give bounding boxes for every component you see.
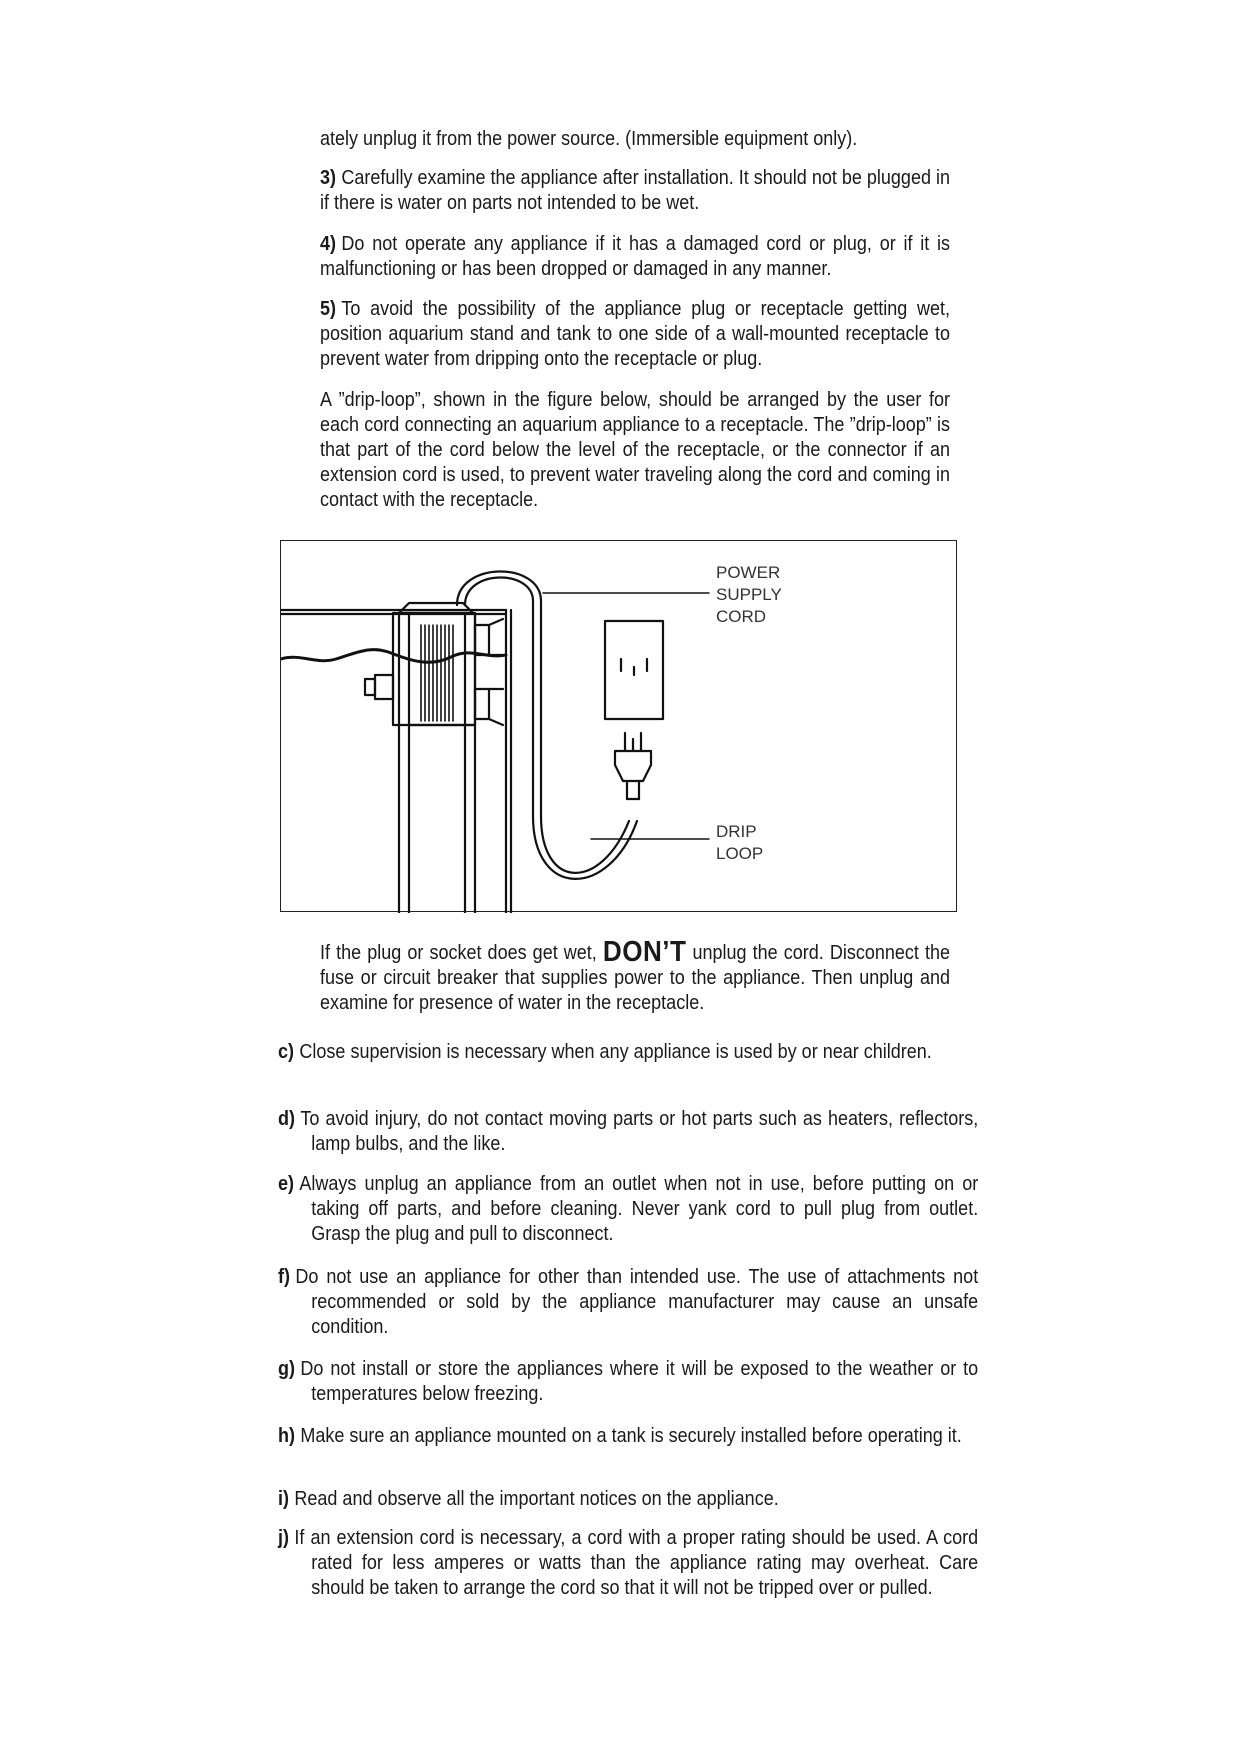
item-label: c) [278,1041,295,1063]
safety-item-f [278,1265,978,1340]
item-label: i) [278,1488,289,1510]
item-label: d) [278,1108,296,1130]
filter-grille [421,625,453,721]
item-text: Do not install or store the appliances where it will be exposed to the weather or to temperatures below freezing. [300,1358,979,1405]
safety-item-e [278,1172,978,1247]
wet-socket-paragraph: If the plug or socket does get wet, DON’T unplug the cord. Disconnect the fuse or circuit breaker that supplies power to the appliance. Then unplug and examine for presence of water in the receptacle. [320,936,951,1014]
item-label: f) [278,1266,290,1288]
item-text: Carefully examine the appliance after installation. It should not be plugged in if there is water on parts not intended to be wet. [320,167,950,214]
power-supply-cord-label: POWER SUPPLY CORD [716,563,782,626]
item-label: j) [278,1527,289,1549]
plug [615,733,651,799]
filter-appliance [365,603,503,913]
safety-item-h [278,1424,978,1449]
item-text: Do not use an appliance for other than intended use. The use of attachments not recommended or sold by the appliance manufacturer may cause an unsafe condition. [295,1266,979,1338]
safety-item-3 [320,166,950,216]
item-text: Do not operate any appliance if it has a damaged cord or plug, or if it is malfunctioning or has been dropped or damaged in any manner. [320,233,950,280]
item-label: e) [278,1173,295,1195]
safety-item-j [278,1526,978,1601]
item-text: Make sure an appliance mounted on a tank is securely installed before operating it. [300,1425,962,1447]
continuation-paragraph: ately unplug it from the power source. (Immersible equipment only). [320,128,858,150]
drip-loop-figure [280,540,957,912]
item-label: 5) [320,298,337,320]
item-label: 3) [320,167,337,189]
item-label: h) [278,1425,296,1447]
item-label: 4) [320,233,337,255]
safety-item-5 [320,297,950,372]
item-text: If an extension cord is necessary, a cord with a proper rating should be used. A cord rated for less amperes or watts than the appliance rating may overheat. Care should be taken to arrange the cord so that it will not be tripped over or pulled. [294,1527,979,1599]
power-supply-cord [457,571,629,872]
item-text: Read and observe all the important notices on the appliance. [294,1488,779,1510]
dont-emphasis: DON’T [602,936,687,968]
safety-item-4 [320,232,950,282]
safety-item-g [278,1357,978,1407]
power-supply-cord-inner [465,577,637,878]
item-label: g) [278,1358,296,1380]
safety-item-i [278,1487,978,1512]
safety-item-d [278,1107,978,1157]
safety-item-c [278,1040,978,1065]
item-text: To avoid the possibility of the appliance plug or receptacle getting wet, position aquarium stand and tank to one side of a wall-mounted receptacle to prevent water from dripping onto the receptacle or plug. [320,298,950,370]
drip-loop-paragraph: A ”drip-loop”, shown in the figure below, should be arranged by the user for each cord connecting an aquarium appliance to a receptacle. The ”drip-loop” is that part of the cord below the level of the receptacle, or the connector if an extension cord is used, to prevent water traveling along the cord and coming in contact with the receptacle. [320,389,950,511]
wall-outlet [605,621,663,719]
drip-loop-label: DRIP LOOP [716,822,764,863]
item-text: Close supervision is necessary when any appliance is used by or near children. [299,1041,932,1063]
item-text: To avoid injury, do not contact moving parts or hot parts such as heaters, reflectors, lamp bulbs, and the like. [300,1108,979,1155]
item-text: Always unplug an appliance from an outlet when not in use, before putting on or taking off parts, and before cleaning. Never yank cord to pull plug from outlet. Grasp the plug and pull to disconnect. [299,1173,979,1245]
drip-loop-illustration [281,541,958,913]
